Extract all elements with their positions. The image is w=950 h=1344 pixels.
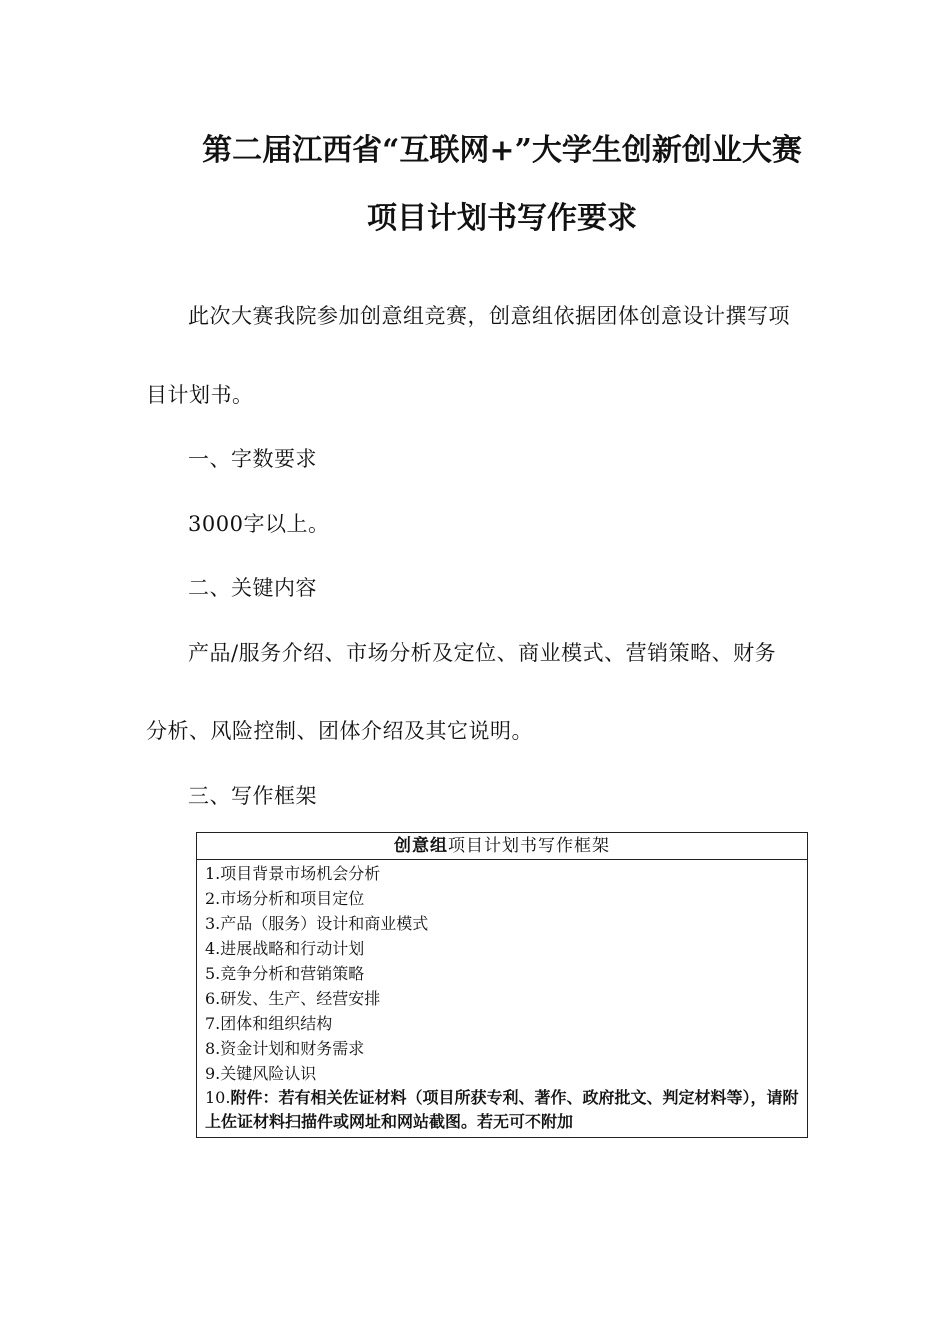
- framework-item-number: 10.: [205, 1088, 231, 1107]
- framework-item-attachment: [205, 1086, 801, 1134]
- framework-header-bold: 创意组: [394, 836, 448, 856]
- intro-line-1: 此次大赛我院参加创意组竞赛，创意组依据团体创意设计撰写项: [188, 304, 790, 328]
- framework-item: 2.市场分析和项目定位: [205, 889, 365, 908]
- word-count-text: 3000字以上。: [188, 512, 330, 536]
- framework-table-header: [197, 833, 807, 860]
- framework-item: 6.研发、生产、经营安排: [205, 989, 381, 1008]
- framework-item: 8.资金计划和财务需求: [205, 1039, 365, 1058]
- framework-item: 4.进展战略和行动计划: [205, 939, 365, 958]
- framework-table-body: [197, 860, 807, 1137]
- intro-line-2: 目计划书。: [146, 383, 254, 407]
- framework-item: 1.项目背景市场机会分析: [205, 864, 381, 883]
- framework-table: [196, 832, 808, 1138]
- section-heading-word-count: 一、字数要求: [188, 447, 317, 471]
- document-title: 第二届江西省“互联网+”大学生创新创业大赛: [202, 133, 802, 168]
- framework-header-text: 项目计划书写作框架: [448, 836, 610, 856]
- key-content-line-1: 产品/服务介绍、市场分析及定位、商业模式、营销策略、财务: [188, 641, 777, 665]
- framework-item: 3.产品（服务）设计和商业模式: [205, 914, 429, 933]
- framework-item-attachment-text: 附件：若有相关佐证材料（项目所获专利、著作、政府批文、判定材料等），请附上佐证材料扫描件或网址和网站截图。若无可不附加: [205, 1088, 799, 1131]
- document-subtitle: 项目计划书写作要求: [367, 201, 637, 236]
- section-heading-key-content: 二、关键内容: [188, 576, 317, 600]
- framework-item: 7.团体和组织结构: [205, 1014, 333, 1033]
- key-content-line-2: 分析、风险控制、团体介绍及其它说明。: [146, 719, 533, 743]
- framework-item: 5.竞争分析和营销策略: [205, 964, 365, 983]
- section-heading-framework: 三、写作框架: [188, 784, 317, 808]
- framework-item: 9.关键风险认识: [205, 1064, 317, 1083]
